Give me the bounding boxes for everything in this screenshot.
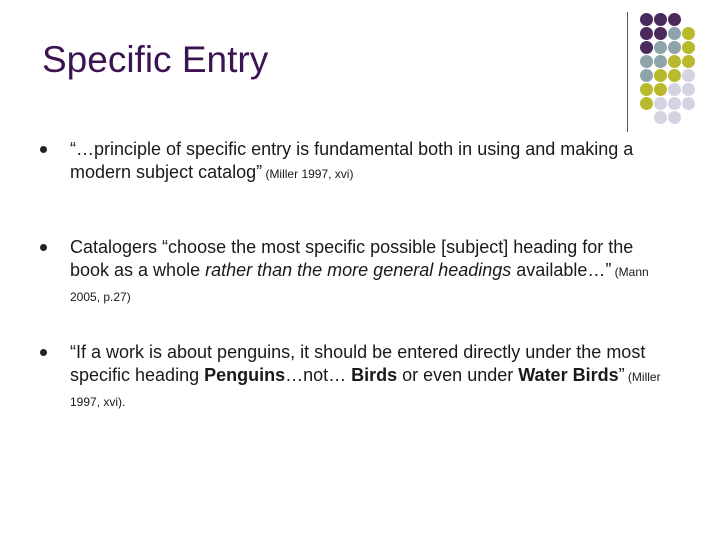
bullet-3-bold-penguins: Penguins bbox=[204, 365, 286, 385]
bullet-3-bold-water-birds: Water Birds bbox=[518, 365, 619, 385]
decorative-dot bbox=[682, 27, 695, 40]
decorative-dot bbox=[640, 97, 653, 110]
decorative-dot bbox=[668, 41, 681, 54]
bullet-2-italic: rather than the more general headings bbox=[205, 260, 512, 280]
bullet-1-text: “…principle of specific entry is fundamental both in using and making a modern subject catalog” bbox=[70, 139, 634, 182]
decorative-dot bbox=[640, 83, 653, 96]
bullet-3-text-d: ” bbox=[618, 365, 625, 385]
bullet-dot bbox=[40, 244, 47, 251]
decorative-dot bbox=[668, 27, 681, 40]
bullet-text-1 bbox=[70, 138, 675, 186]
decorative-dot bbox=[640, 27, 653, 40]
decorative-dot bbox=[640, 55, 653, 68]
decorative-dot bbox=[668, 13, 681, 26]
decorative-dot bbox=[654, 97, 667, 110]
bullet-3-text-b: …not… bbox=[285, 365, 352, 385]
bullet-3-citation: (Miller 1997, xvi). bbox=[70, 370, 661, 409]
decorative-dot bbox=[640, 13, 653, 26]
decorative-dot bbox=[654, 13, 667, 26]
bullet-3-text-c: or even under bbox=[397, 365, 519, 385]
decorative-dot bbox=[654, 55, 667, 68]
decorative-dot-grid bbox=[640, 13, 720, 123]
decorative-dot bbox=[654, 83, 667, 96]
bullet-dot bbox=[40, 349, 47, 356]
decorative-dot bbox=[668, 69, 681, 82]
decorative-dot bbox=[654, 27, 667, 40]
vertical-divider bbox=[627, 12, 628, 132]
decorative-dot bbox=[682, 97, 695, 110]
decorative-dot bbox=[682, 55, 695, 68]
decorative-dot bbox=[668, 83, 681, 96]
bullet-3-text-a: “If a work is about penguins, it should be entered directly under the most specific heading bbox=[70, 342, 646, 385]
bullet-1-citation: (Miller 1997, xvi) bbox=[262, 167, 354, 181]
decorative-dot bbox=[654, 41, 667, 54]
bullet-text-2 bbox=[70, 236, 675, 309]
bullet-2-citation: (Mann 2005, p.27) bbox=[70, 265, 649, 304]
decorative-dot bbox=[640, 69, 653, 82]
bullet-text-3 bbox=[70, 341, 675, 414]
decorative-dot bbox=[654, 111, 667, 124]
decorative-dot bbox=[668, 97, 681, 110]
bullet-2-text-a: Catalogers “choose the most specific possible [subject] heading for the book as a whole bbox=[70, 237, 634, 280]
decorative-dot bbox=[668, 111, 681, 124]
decorative-dot bbox=[682, 83, 695, 96]
decorative-dot bbox=[654, 69, 667, 82]
decorative-dot bbox=[668, 55, 681, 68]
bullet-3-bold-birds: Birds bbox=[351, 365, 398, 385]
decorative-dot bbox=[640, 41, 653, 54]
bullet-dot bbox=[40, 146, 47, 153]
decorative-dot bbox=[682, 69, 695, 82]
slide-title: Specific Entry bbox=[42, 39, 269, 80]
bullet-2-text-b: available…” bbox=[511, 260, 612, 280]
decorative-dot bbox=[682, 41, 695, 54]
